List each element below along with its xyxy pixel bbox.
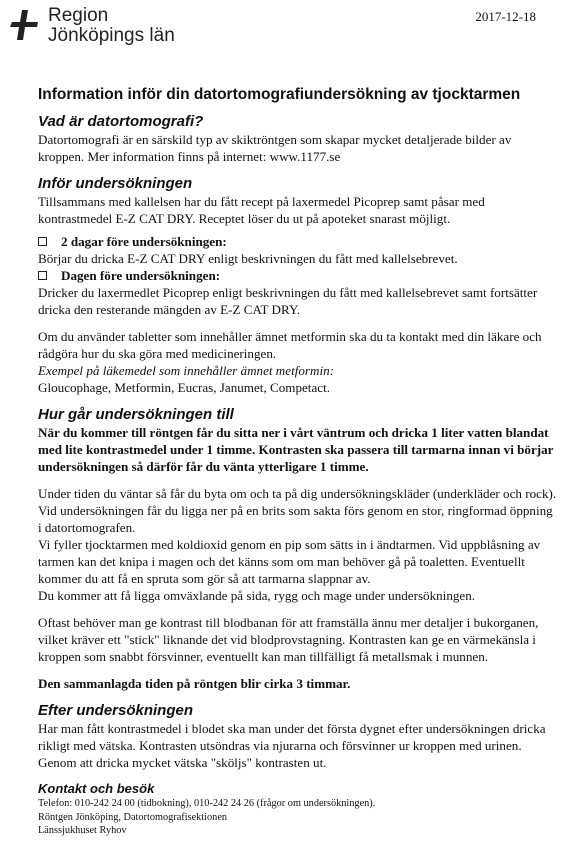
document-date: 2017-12-18 xyxy=(475,9,536,24)
bullet-box-icon xyxy=(38,237,47,246)
procedure-para-2: Vi fyller tjocktarmen med koldioxid genom en pip som sätts in i ändtarmen. Vid uppblåsning av tarmen kan det knipa i magen och det känns som om man behöver gå på toaletten. Eventuellt kommer du att få en spruta som gör så att tarmarna slappnar av. xyxy=(38,537,541,586)
procedure-para-3: Du kommer att få ligga omväxlande på sida, rygg och mage under undersökningen. xyxy=(38,588,476,603)
bullet-title: 2 dagar före undersökningen: xyxy=(61,234,227,249)
section-text-before: Tillsammans med kallelsen har du fått recept på laxermedel Picoprep samt påsar med kontrastmedel E-Z CAT DRY. Receptet löser du ut på apoteket snarast möjligt. xyxy=(38,194,485,226)
contact-heading: Kontakt och besök xyxy=(38,781,155,796)
procedure-intro: När du kommer till röntgen får du sitta ner i vårt väntrum och dricka 1 liter vatten blandat med lite kontrastmedel under 1 timme. Kontrasten ska passera till tarmarna innan vi börjar undersökningen så därför får du vänta ytterligare 1 timme. xyxy=(38,425,554,474)
procedure-para-4: Oftast behöver man ge kontrast till blodbanan för att framställa ännu mer detaljer i bukorganen, vilket kräver ett "stick" liknande det vid blodprovstagning. Kontrasten kan ge en värmekänsla i kroppen som snabbt försvinner, eventuellt kan man tillfälligt få metallsmak i munnen. xyxy=(38,615,539,664)
bullet-title: Dagen före undersökningen: xyxy=(61,268,221,283)
logo-line-1: Region xyxy=(48,5,109,26)
example-list: Gloucophage, Metformin, Eucras, Janumet, Competact. xyxy=(38,380,330,395)
bullet-day-before xyxy=(38,267,558,284)
page-title: Information inför din datortomografiundersökning av tjocktarmen xyxy=(38,86,521,103)
section-heading-procedure: Hur går undersökningen till xyxy=(38,406,234,423)
metformin-text: Om du använder tabletter som innehåller ämnet metformin ska du ta kontakt med din läkare och rådgöra hur du ska göra med medicineringen. xyxy=(38,329,542,361)
contact-hospital: Länssjukhuset Ryhov xyxy=(38,825,127,836)
section-text-after: Har man fått kontrastmedel i blodet ska man under det första dygnet efter undersökningen dricka rikligt med vätska. Kontrasten utsöndras via njurarna och försvinner ur kroppen med urinen. Genom att dricka mycket vätska "sköljs" kontrasten ut. xyxy=(38,721,546,770)
document-body xyxy=(38,86,558,838)
section-heading-what-is-ct: Vad är datortomografi? xyxy=(38,113,204,130)
contact-department: Röntgen Jönköping, Datortomografisektionen xyxy=(38,811,228,823)
bullet-text: Börjar du dricka E-Z CAT DRY enligt beskrivningen du fått med kallelsebrevet. xyxy=(38,251,458,266)
total-time: Den sammanlagda tiden på röntgen blir cirka 3 timmar. xyxy=(38,676,351,691)
bullet-2-days-before xyxy=(38,233,558,250)
example-label: Exempel på läkemedel som innehåller ämnet metformin: xyxy=(38,363,334,378)
region-logo xyxy=(8,6,188,50)
section-heading-after: Efter undersökningen xyxy=(38,702,194,719)
procedure-para-1: Under tiden du väntar så får du byta om och ta på dig undersökningskläder (underkläder och rock). Vid undersökningen får du ligga ner på en brits som sakta förs genom en stor, ringformad öppning i datortomografen. xyxy=(38,486,557,535)
bullet-box-icon xyxy=(38,271,47,280)
contact-phone: Telefon: 010-242 24 00 (tidbokning), 010-242 24 26 (frågor om undersökningen). xyxy=(38,798,376,809)
region-emblem-icon xyxy=(8,8,42,42)
logo-text xyxy=(48,6,175,46)
section-text-what-is-ct: Datortomografi är en särskild typ av skiktröntgen som skapar mycket detaljerade bilder av kroppen. Mer information finns på internet: www.1177.se xyxy=(38,132,512,164)
section-heading-before: Inför undersökningen xyxy=(38,175,193,192)
logo-line-2: Jönköpings län xyxy=(48,25,175,46)
bullet-text: Dricker du laxermedlet Picoprep enligt beskrivningen du fått med kallelsebrevet samt fortsätter dricka den resterande mängden av E-Z CAT DRY. xyxy=(38,285,538,317)
